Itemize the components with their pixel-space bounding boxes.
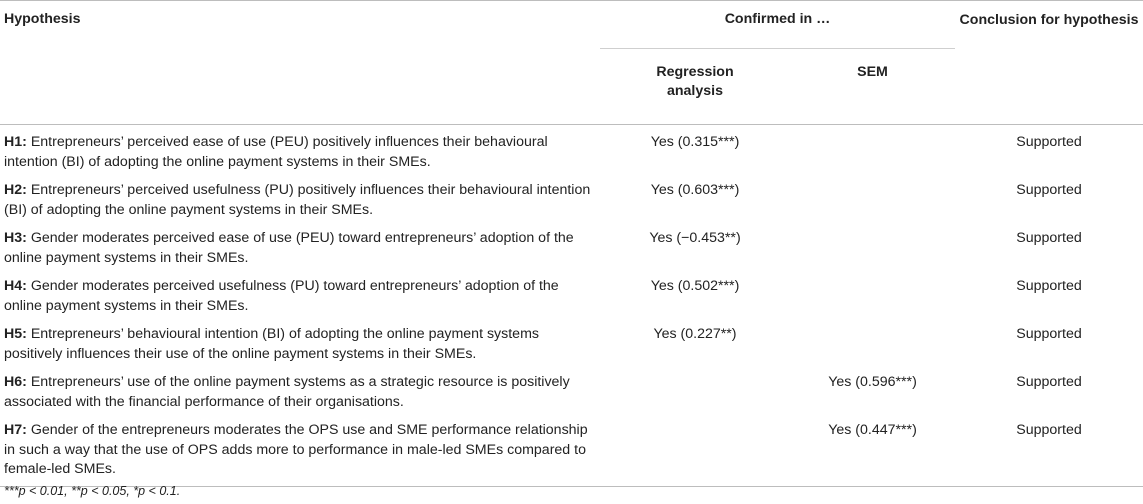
table-row xyxy=(0,173,1143,221)
table-row xyxy=(0,221,1143,269)
hypothesis-id: H2: xyxy=(4,182,27,198)
header-regression: Regression analysis xyxy=(600,49,790,125)
sem-cell xyxy=(790,125,955,174)
hypothesis-id: H4: xyxy=(4,278,27,294)
table-row xyxy=(0,365,1143,413)
header-sem: SEM xyxy=(790,49,955,125)
hypothesis-text: Entrepreneurs’ perceived usefulness (PU) positively influences their behavioural intention (BI) of adopting the online payment systems in their SMEs. xyxy=(4,182,591,218)
hypothesis-id: H6: xyxy=(4,374,27,390)
hypothesis-text: Gender moderates perceived usefulness (PU) toward entrepreneurs’ adoption of the online payment systems in their SMEs. xyxy=(4,278,559,314)
table-row xyxy=(0,413,1143,486)
conclusion-cell: Supported xyxy=(1016,134,1082,150)
conclusion-cell: Supported xyxy=(1016,374,1082,390)
regression-cell xyxy=(600,413,790,486)
table-footnote: ***p < 0.01, **p < 0.05, *p < 0.1. xyxy=(4,484,181,498)
conclusion-cell: Supported xyxy=(955,413,1143,486)
hypothesis-id: H3: xyxy=(4,230,27,246)
table-row xyxy=(0,317,1143,365)
hypothesis-text: Entrepreneurs’ behavioural intention (BI) of adopting the online payment systems positively influences their use of the online payment systems in their SMEs. xyxy=(4,326,539,362)
hypothesis-id: H7: xyxy=(4,422,27,438)
conclusion-cell: Supported xyxy=(1016,182,1082,198)
regression-cell: Yes (0.227**) xyxy=(653,326,737,342)
header-conclusion: Conclusion for hypothesis xyxy=(955,1,1143,125)
table-row xyxy=(0,125,1143,174)
hypothesis-cell xyxy=(0,317,600,365)
sem-cell: Yes (0.596***) xyxy=(828,374,917,390)
sem-cell xyxy=(790,173,955,221)
regression-cell: Yes (0.603***) xyxy=(650,182,740,198)
hypothesis-cell xyxy=(0,221,600,269)
conclusion-cell: Supported xyxy=(1016,326,1082,342)
hypothesis-text: Gender of the entrepreneurs moderates the OPS use and SME performance relationship in such a way that the use of OPS adds more to performance in male-led SMEs compared to female-led SMEs. xyxy=(4,422,588,478)
conclusion-cell: Supported xyxy=(1016,278,1082,294)
hypothesis-cell xyxy=(0,365,600,413)
hypothesis-text: Gender moderates perceived ease of use (PEU) toward entrepreneurs’ adoption of the online payment systems in their SMEs. xyxy=(4,230,574,266)
sem-cell xyxy=(790,317,955,365)
hypothesis-cell xyxy=(0,125,600,174)
hypothesis-cell xyxy=(0,413,600,486)
hypothesis-text: Entrepreneurs’ use of the online payment systems as a strategic resource is positively associated with the financial performance of their organisations. xyxy=(4,374,570,410)
header-confirmed-in: Confirmed in … xyxy=(600,1,955,49)
header-hypothesis: Hypothesis xyxy=(0,1,600,125)
hypothesis-id: H1: xyxy=(4,134,27,150)
conclusion-cell: Supported xyxy=(1016,230,1082,246)
regression-cell: Yes (0.502***) xyxy=(650,278,740,294)
sem-cell: Yes (0.447***) xyxy=(790,413,955,486)
hypothesis-cell xyxy=(0,269,600,317)
regression-cell xyxy=(600,365,790,413)
regression-cell: Yes (0.315***) xyxy=(650,134,740,150)
regression-cell: Yes (−0.453**) xyxy=(649,230,741,246)
hypothesis-cell xyxy=(0,173,600,221)
sem-cell xyxy=(790,269,955,317)
hypothesis-id: H5: xyxy=(4,326,27,342)
sem-cell xyxy=(790,221,955,269)
table-row xyxy=(0,269,1143,317)
hypothesis-text: Entrepreneurs’ perceived ease of use (PEU) positively influences their behavioural intention (BI) of adopting the online payment systems in their SMEs. xyxy=(4,134,548,170)
